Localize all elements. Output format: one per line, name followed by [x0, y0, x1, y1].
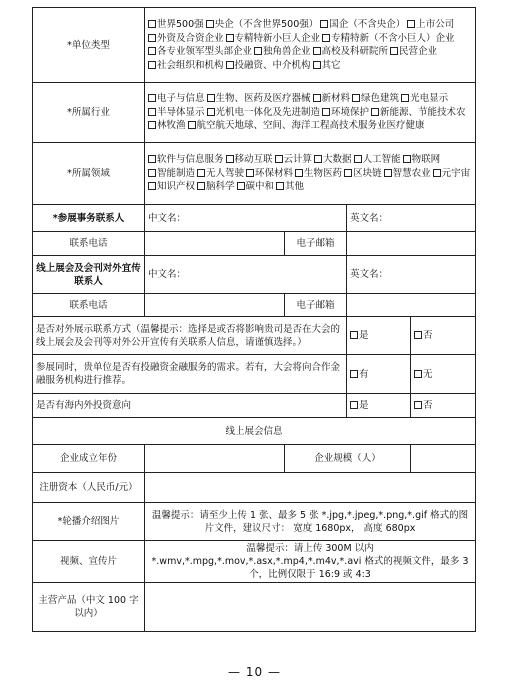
checkbox-icon[interactable] — [207, 94, 215, 102]
scale-field[interactable] — [411, 445, 476, 473]
industry-option[interactable] — [148, 92, 205, 106]
unit_type-option-label: 民营企业 — [399, 46, 438, 57]
industry-label: *所属行业 — [33, 83, 145, 143]
industry-option-label: 光电显示 — [410, 93, 449, 105]
checkbox-icon[interactable] — [148, 34, 156, 42]
q3-no-option[interactable] — [411, 394, 476, 418]
checkbox-icon[interactable] — [344, 169, 352, 177]
industry-options — [148, 92, 472, 133]
video-upload-hint[interactable]: 温馨提示：请上传 300M 以内*.wmv,*.mpg,*.mov,*.asx,*.mp4,*.m4v,*.avi 格式的视频文件，最多 3 个，比例仅限于 16:9 或 4:3 — [145, 541, 476, 583]
checkbox-icon[interactable] — [206, 20, 214, 28]
industry-option-label: 新能源、节能技术农 — [380, 106, 466, 118]
checkbox-icon[interactable] — [276, 182, 284, 190]
field-options — [148, 153, 472, 194]
unit-type-label: *单位类型 — [33, 8, 145, 83]
unit_type-option-label: 各专业领军型头部企业 — [157, 46, 253, 57]
field-option[interactable] — [344, 167, 382, 181]
public-contact-label: 线上展会及会刊对外宜传联系人 — [33, 256, 145, 294]
industry-option[interactable] — [188, 119, 425, 133]
checkbox-icon[interactable] — [350, 370, 358, 378]
checkbox-icon[interactable] — [313, 94, 321, 102]
checkbox-icon[interactable] — [350, 331, 358, 339]
checkbox-icon[interactable] — [237, 182, 245, 190]
checkbox-icon[interactable] — [414, 401, 422, 409]
checkbox-icon[interactable] — [313, 47, 321, 55]
field-option[interactable] — [295, 167, 342, 181]
industry-option[interactable] — [148, 106, 205, 120]
public-en-name-label: 英文名： — [350, 269, 389, 280]
industry-option-label: 生物、医药及医疗器械 — [215, 93, 311, 105]
industry-option[interactable] — [401, 92, 448, 106]
public-cn-name-label: 中文名： — [148, 269, 187, 280]
unit_type-option[interactable] — [320, 18, 405, 32]
industry-option[interactable] — [371, 106, 466, 120]
field-option-label: 元宇宙 — [441, 167, 471, 179]
field-option-label: 知识产权 — [157, 181, 196, 193]
q2-no-option[interactable] — [411, 355, 476, 394]
unit-type-options — [148, 18, 472, 72]
unit_type-option[interactable] — [148, 45, 252, 59]
contact-phone-field[interactable] — [145, 232, 285, 256]
contact-cn-name-field[interactable] — [145, 205, 347, 232]
products-label: 主营产品（中文 100 字以内） — [33, 583, 145, 632]
checkbox-icon[interactable] — [226, 61, 234, 69]
checkbox-icon[interactable] — [371, 108, 379, 116]
q1-yes-option[interactable] — [347, 317, 411, 355]
field-option[interactable] — [246, 167, 293, 181]
unit_type-option-label: 专精特新（不含小巨人）企业 — [331, 32, 455, 44]
unit_type-option[interactable] — [148, 59, 224, 73]
unit_type-option[interactable] — [390, 45, 437, 59]
field-option[interactable] — [433, 167, 471, 181]
field-option[interactable] — [314, 153, 352, 167]
field-option-label: 云计算 — [283, 154, 313, 166]
contact-label: *参展事务联系人 — [33, 205, 145, 232]
field-option-label: 大数据 — [323, 154, 352, 166]
checkbox-icon[interactable] — [295, 169, 303, 177]
checkbox-icon[interactable] — [314, 155, 322, 163]
field-option[interactable] — [197, 167, 244, 181]
public-cn-name-field[interactable] — [145, 256, 347, 294]
unit_type-option[interactable] — [206, 18, 319, 32]
q2-no-label: 无 — [423, 368, 433, 380]
field-option-label: 软件与信息服务 — [157, 154, 224, 166]
field-option[interactable] — [276, 180, 304, 194]
contact-en-name-field[interactable] — [347, 205, 476, 232]
checkbox-icon[interactable] — [148, 121, 156, 129]
unit_type-option-label: 央企（不含世界500强） — [214, 19, 319, 30]
products-field[interactable] — [145, 583, 476, 632]
contact-email-field[interactable] — [347, 232, 476, 256]
public-email-label: 电子邮箱 — [285, 294, 347, 317]
field-option-label: 人工智能 — [362, 154, 401, 166]
unit_type-option[interactable] — [407, 18, 454, 32]
q3-text: 是否有海内外投资意向 — [33, 394, 347, 418]
q3-yes-label: 是 — [359, 400, 369, 411]
checkbox-icon[interactable] — [254, 47, 262, 55]
unit_type-option-label: 独角兽企业 — [263, 46, 311, 57]
industry-option[interactable] — [207, 92, 311, 106]
public-phone-field[interactable] — [145, 294, 285, 317]
unit_type-option-label: 其它 — [321, 59, 341, 71]
field-option-label: 智慧农业 — [392, 167, 431, 179]
industry-option-label: 绿色建筑 — [361, 93, 400, 105]
unit_type-option-label: 社会组织和机构 — [157, 59, 224, 71]
field-label: *所属领域 — [33, 143, 145, 205]
q2-yes-option[interactable] — [347, 355, 411, 394]
field-option[interactable] — [226, 153, 273, 167]
checkbox-icon[interactable] — [354, 155, 362, 163]
industry-option[interactable] — [322, 106, 369, 120]
checkbox-icon[interactable] — [313, 61, 321, 69]
field-option-label: 碳中和 — [245, 181, 275, 193]
field-option[interactable] — [197, 180, 235, 194]
q1-yes-label: 是 — [359, 330, 369, 341]
checkbox-icon[interactable] — [414, 331, 422, 339]
unit_type-option[interactable] — [254, 45, 311, 59]
checkbox-icon[interactable] — [226, 34, 234, 42]
industry-option[interactable] — [148, 119, 186, 133]
q1-no-label: 否 — [423, 330, 433, 341]
unit_type-option-label: 投融资、中介机构 — [234, 59, 311, 71]
field-option-label: 智能制造 — [157, 167, 196, 179]
checkbox-icon[interactable] — [188, 121, 196, 129]
field-option-label: 生物医药 — [304, 167, 343, 179]
checkbox-icon[interactable] — [322, 34, 330, 42]
checkbox-icon[interactable] — [352, 94, 360, 102]
unit_type-option-label: 高校及科研院所 — [321, 46, 389, 57]
field-option-label: 环保材料 — [255, 167, 294, 179]
public-en-name-field[interactable] — [347, 256, 476, 294]
public-phone-label: 联系电话 — [33, 294, 145, 317]
unit_type-option-label: 上市公司 — [416, 19, 455, 30]
scale-label: 企业规模（人） — [285, 445, 411, 473]
checkbox-icon[interactable] — [148, 94, 156, 102]
checkbox-icon[interactable] — [148, 169, 156, 177]
checkbox-icon[interactable] — [148, 155, 156, 163]
q3-yes-option[interactable] — [347, 394, 411, 418]
checkbox-icon[interactable] — [403, 155, 411, 163]
industry-option[interactable] — [207, 106, 321, 120]
checkbox-icon[interactable] — [390, 47, 398, 55]
field-option[interactable] — [384, 167, 431, 181]
checkbox-icon[interactable] — [148, 182, 156, 190]
unit_type-option[interactable] — [313, 45, 389, 59]
unit_type-option-label: 专精特新小巨人企业 — [234, 32, 321, 44]
industry-option-label: 电子与信息 — [157, 93, 205, 105]
checkbox-icon[interactable] — [226, 155, 234, 163]
q3-no-label: 否 — [423, 400, 433, 411]
checkbox-icon[interactable] — [275, 155, 283, 163]
field-option[interactable] — [403, 153, 441, 167]
industry-option-label: 航空航天地球、空间、海洋工程高技术服务业医疗健康 — [196, 120, 425, 132]
field-option-label: 无人驾驶 — [206, 167, 245, 179]
checkbox-icon[interactable] — [320, 20, 328, 28]
unit_type-option-label: 外资及合资企业 — [157, 32, 224, 44]
checkbox-icon[interactable] — [246, 169, 254, 177]
page-number — [0, 665, 509, 679]
carousel-upload-hint[interactable]: 温馨提示：请至少上传 1 张、最多 5 张 *.jpg,*.jpeg,*.png,*.gif 格式的图片文件，建议尺寸： 宽度 1680px， 高度 680px — [145, 503, 476, 541]
industry-option-label: 光机电一体化及先进制造 — [215, 106, 321, 118]
unit_type-option[interactable] — [226, 32, 321, 46]
field-option-label: 移动互联 — [234, 154, 273, 166]
industry-option-label: 新材料 — [321, 93, 351, 105]
unit_type-option-label: 国企（不含央企） — [329, 19, 406, 30]
carousel-label: *轮播介绍图片 — [33, 503, 145, 541]
field-option[interactable] — [237, 180, 275, 194]
founded-label: 企业成立年份 — [33, 445, 145, 473]
registration-form — [32, 7, 476, 632]
contact-phone-label: 联系电话 — [33, 232, 145, 256]
founded-field[interactable] — [145, 445, 285, 473]
checkbox-icon[interactable] — [433, 169, 441, 177]
industry-option-label: 林牧渔 — [157, 120, 186, 132]
checkbox-icon[interactable] — [148, 108, 156, 116]
unit_type-option[interactable] — [226, 59, 311, 73]
unit_type-option[interactable] — [148, 32, 224, 46]
checkbox-icon[interactable] — [148, 47, 156, 55]
page-number-text: — 10 — — [228, 665, 281, 679]
checkbox-icon[interactable] — [350, 401, 358, 409]
field-option[interactable] — [148, 180, 195, 194]
q2-text: 参展同时，贵单位是否有投融资金融服务的需求。若有，大会将向合作金融服务机构进行推荐。 — [33, 355, 347, 394]
checkbox-icon[interactable] — [414, 370, 422, 378]
contact-email-label: 电子邮箱 — [285, 232, 347, 256]
capital-label: 注册资本（人民币/元） — [33, 473, 145, 503]
checkbox-icon[interactable] — [148, 61, 156, 69]
checkbox-icon[interactable] — [407, 20, 415, 28]
checkbox-icon[interactable] — [148, 20, 156, 28]
field-option[interactable] — [275, 153, 313, 167]
checkbox-icon[interactable] — [322, 108, 330, 116]
industry-option-label: 环境保护 — [331, 106, 370, 118]
checkbox-icon[interactable] — [384, 169, 392, 177]
unit_type-option[interactable] — [322, 32, 455, 46]
unit_type-option[interactable] — [148, 18, 204, 32]
public-email-field[interactable] — [347, 294, 476, 317]
unit_type-option-label: 世界500强 — [157, 19, 204, 30]
q2-yes-label: 有 — [359, 368, 369, 380]
field-option-label: 物联网 — [411, 154, 441, 166]
checkbox-icon[interactable] — [401, 94, 409, 102]
contact-en-name-label: 英文名： — [350, 212, 389, 224]
field-option-label: 其他 — [285, 181, 305, 193]
industry-option[interactable] — [352, 92, 399, 106]
industry-option[interactable] — [313, 92, 351, 106]
video-label: 视频、宣传片 — [33, 541, 145, 583]
field-option-label: 区块链 — [353, 167, 382, 179]
online-section-title: 线上展会信息 — [33, 418, 476, 445]
q1-no-option[interactable] — [411, 317, 476, 355]
field-option-label: 脑科学 — [206, 181, 235, 193]
industry-option-label: 半导体显示 — [157, 106, 205, 118]
field-option[interactable] — [148, 167, 195, 181]
checkbox-icon[interactable] — [197, 169, 205, 177]
field-option[interactable] — [354, 153, 401, 167]
checkbox-icon[interactable] — [207, 108, 215, 116]
contact-cn-name-label: 中文名： — [148, 212, 187, 224]
capital-field[interactable] — [145, 473, 476, 503]
field-option[interactable] — [148, 153, 224, 167]
checkbox-icon[interactable] — [197, 182, 205, 190]
q1-text: 是否对外展示联系方式（温馨提示：选择是或否将影响贵司是否在大会的线上展会及会刊等对外公开宣传有关联系人信息，请谨慎选择。） — [33, 317, 347, 355]
unit_type-option[interactable] — [313, 59, 341, 73]
